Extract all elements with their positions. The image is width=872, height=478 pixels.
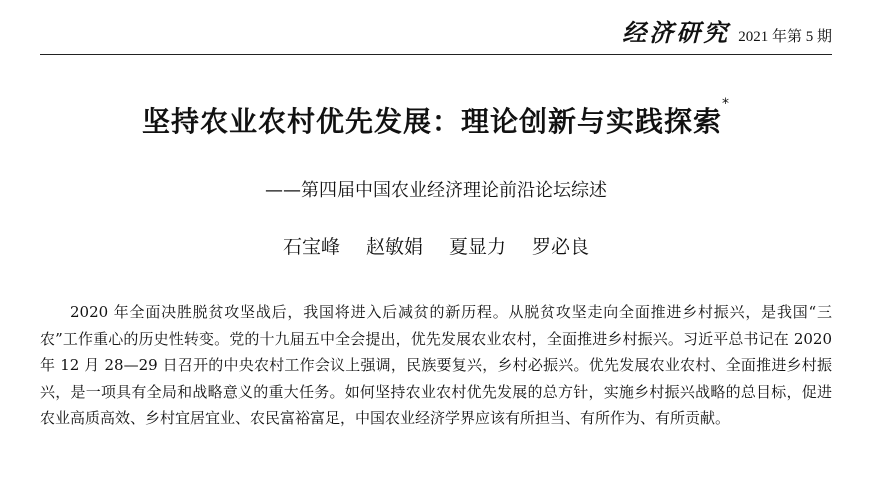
author-list bbox=[0, 232, 872, 259]
journal-name: 经济研究 bbox=[622, 18, 731, 47]
author: 夏显力 bbox=[449, 236, 507, 258]
header-rule bbox=[40, 54, 832, 55]
abstract-paragraph: 2020 年全面决胜脱贫攻坚战后，我国将进入后减贫的新历程。从脱贫攻坚走向全面推进乡村振兴，是我国“三农”工作重心的历史性转变。党的十九届五中全会提出，优先发展农业农村，全面推进乡村振兴。习近平总书记在 2020 年 12 月 28—29 日召开的中央农村工作会议上强调，民族要复兴，乡村必振兴。优先发展农业农村、全面推进乡村振兴，是一项具有全局和战略意义的重大任务。如何坚持农业农村优先发展的总方针，实施乡村振兴战略的总目标，促进农业高质高效、乡村宜居宜业、农民富裕富足，中国农业经济学界应该有所担当、有所作为、有所贡献。 bbox=[40, 303, 832, 427]
article-title bbox=[0, 96, 872, 140]
journal-info bbox=[622, 13, 832, 48]
article-title-text: 坚持农业农村优先发展：理论创新与实践探索 bbox=[141, 105, 722, 138]
author: 石宝峰 bbox=[282, 236, 340, 258]
article-subtitle: ——第四届中国农业经济理论前沿论坛综述 bbox=[265, 180, 607, 201]
author: 赵敏娟 bbox=[365, 236, 423, 258]
issue-number: 2021 年第 5 期 bbox=[738, 29, 832, 45]
page-header bbox=[40, 18, 832, 52]
author: 罗必良 bbox=[532, 236, 590, 258]
footnote-mark: * bbox=[722, 96, 730, 112]
